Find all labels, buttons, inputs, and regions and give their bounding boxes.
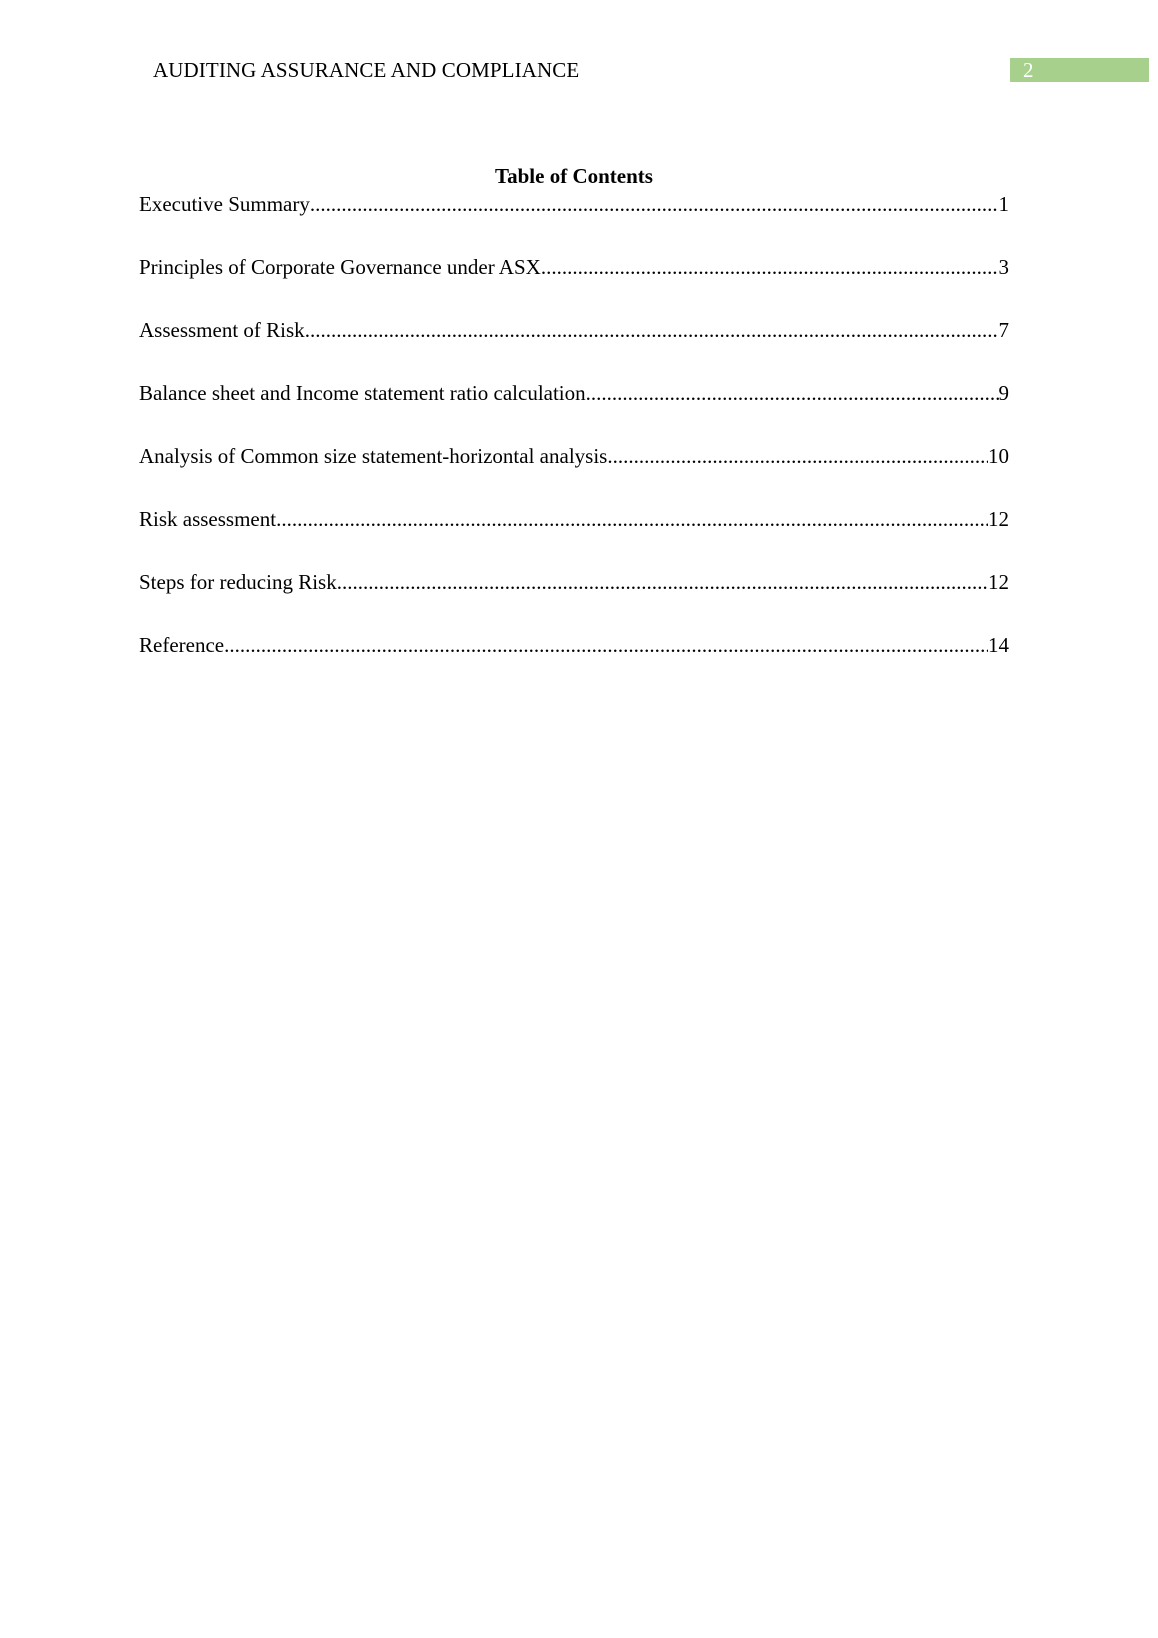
- toc-entry-page: 14: [988, 633, 1009, 657]
- toc-entry-reducing-risk[interactable]: [139, 568, 1009, 596]
- toc-entry-page: 7: [998, 318, 1009, 342]
- toc-entry-ratio-calculation[interactable]: [139, 379, 1009, 407]
- toc-entry-page: 9: [998, 381, 1009, 405]
- toc-entry-label: Analysis of Common size statement-horizontal analysis: [139, 444, 608, 468]
- page-number-badge: 2: [1010, 58, 1149, 82]
- toc-dot-leader: [541, 253, 999, 281]
- toc-entry-page: 12: [988, 507, 1009, 531]
- toc-entry-common-size-analysis[interactable]: [139, 442, 1009, 470]
- toc-entry-label: Balance sheet and Income statement ratio calculation: [139, 381, 586, 405]
- toc-entry-corporate-governance[interactable]: [139, 253, 1009, 281]
- toc-entry-label: Assessment of Risk: [139, 318, 305, 342]
- running-header-title: AUDITING ASSURANCE AND COMPLIANCE: [153, 58, 580, 82]
- toc-entry-label: Reference: [139, 633, 225, 657]
- toc-dot-leader: [305, 316, 999, 344]
- toc-entry-label: Principles of Corporate Governance under ASX: [139, 255, 541, 279]
- toc-entry-label: Risk assessment: [139, 507, 277, 531]
- toc-entry-assessment-of-risk[interactable]: [139, 316, 1009, 344]
- table-of-contents: [139, 190, 1009, 694]
- toc-dot-leader: [337, 568, 988, 596]
- toc-dot-leader: [607, 442, 988, 470]
- toc-dot-leader: [586, 379, 999, 407]
- toc-entry-page: 10: [988, 444, 1009, 468]
- toc-dot-leader: [276, 505, 988, 533]
- toc-dot-leader: [224, 631, 988, 659]
- toc-entry-page: 3: [998, 255, 1009, 279]
- toc-entry-label: Executive Summary: [139, 192, 310, 216]
- toc-entry-label: Steps for reducing Risk: [139, 570, 337, 594]
- toc-heading: Table of Contents: [495, 164, 653, 188]
- toc-entry-risk-assessment[interactable]: [139, 505, 1009, 533]
- toc-entry-executive-summary[interactable]: [139, 190, 1009, 218]
- toc-entry-page: 1: [998, 192, 1009, 216]
- toc-entry-reference[interactable]: [139, 631, 1009, 659]
- toc-entry-page: 12: [988, 570, 1009, 594]
- toc-dot-leader: [310, 190, 999, 218]
